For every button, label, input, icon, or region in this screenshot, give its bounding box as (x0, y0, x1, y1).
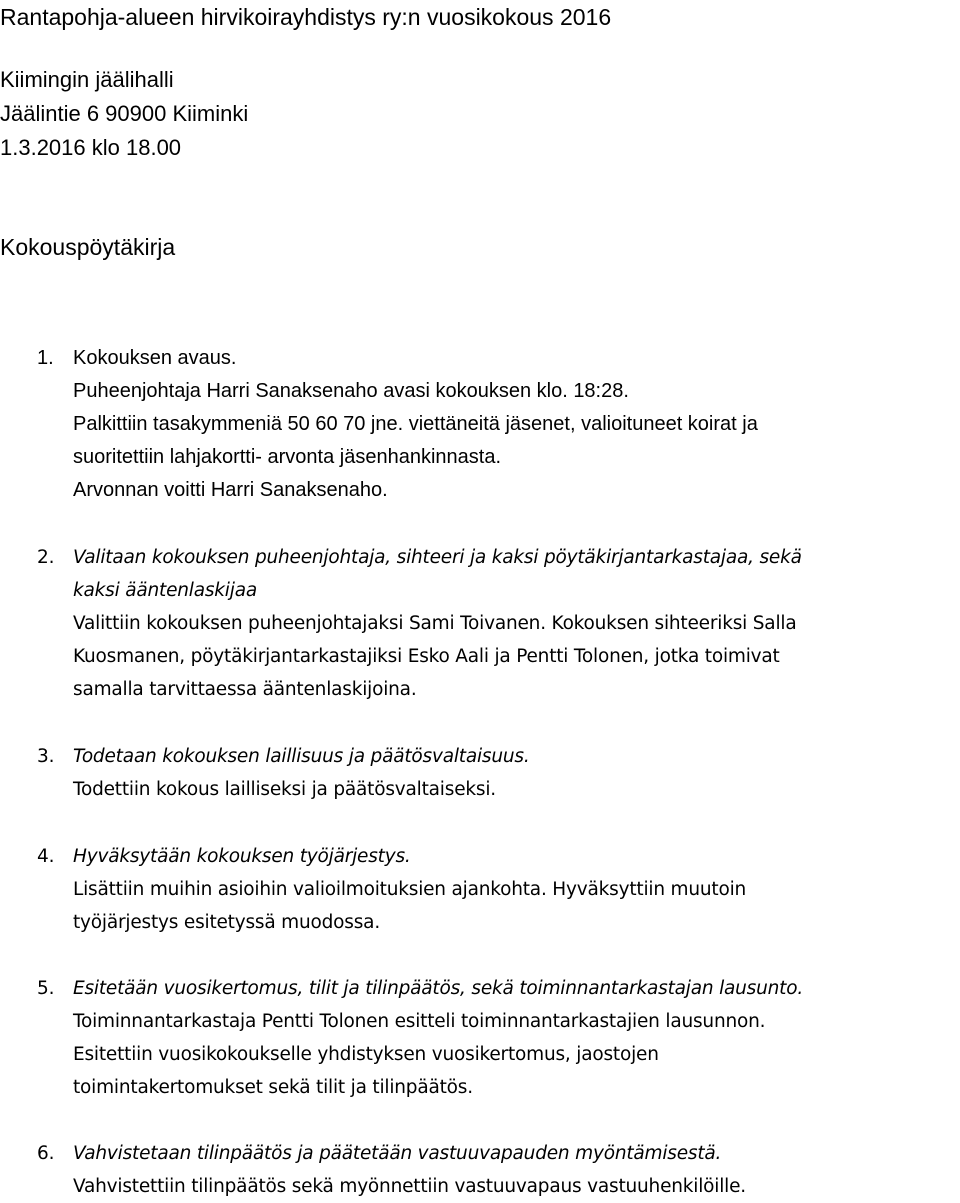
item-heading-continued: kaksi ääntenlaskijaa (73, 580, 257, 601)
item-line: Arvonnan voitti Harri Sanaksenaho. (73, 479, 388, 501)
item-body (73, 840, 746, 939)
item-heading: Kokouksen avaus. (73, 347, 237, 369)
item-line: Todettiin kokous lailliseksi ja päätösvaltaiseksi. (73, 779, 496, 800)
item-number: 5. (37, 978, 55, 999)
item-heading: Valitaan kokouksen puheenjohtaja, sihteeri ja kaksi pöytäkirjantarkastajaa, sekä (73, 547, 802, 568)
item-line: suoritettiin lahjakortti- arvonta jäsenhankinnasta. (73, 446, 502, 468)
meeting-venue (0, 63, 248, 165)
item-line: työjärjestys esitetyssä muodossa. (73, 912, 380, 933)
item-line: toimintakertomukset sekä tilit ja tilinpäätös. (73, 1077, 473, 1098)
item-number: 6. (37, 1143, 55, 1164)
item-heading: Todetaan kokouksen laillisuus ja päätösvaltaisuus. (73, 746, 530, 767)
item-number: 1. (37, 347, 54, 369)
item-line: Toiminnantarkastaja Pentti Tolonen esitteli toiminnantarkastajien lausunnon. (73, 1011, 766, 1032)
item-line: Palkittiin tasakymmeniä 50 60 70 jne. viettäneitä jäsenet, valioituneet koirat ja (73, 413, 758, 435)
item-body (73, 342, 758, 507)
item-heading: Vahvistetaan tilinpäätös ja päätetään vastuuvapauden myöntämisestä. (73, 1143, 722, 1164)
item-body (73, 541, 802, 706)
item-number: 2. (37, 547, 55, 568)
item-line: samalla tarvittaessa ääntenlaskijoina. (73, 679, 417, 700)
meeting-datetime: 1.3.2016 klo 18.00 (0, 135, 182, 160)
item-number: 4. (37, 846, 55, 867)
item-line: Valittiin kokouksen puheenjohtajaksi Sami Toivanen. Kokouksen sihteeriksi Salla (73, 613, 797, 634)
item-line: Lisättiin muihin asioihin valioilmoituksien ajankohta. Hyväksyttiin muutoin (73, 879, 747, 900)
item-body (73, 972, 803, 1104)
item-number: 3. (37, 746, 55, 767)
doc-type-text: Kokouspöytäkirja (0, 234, 176, 260)
item-heading: Esitetään vuosikertomus, tilit ja tilinpäätös, sekä toiminnantarkastajan lausunto. (73, 978, 804, 999)
item-line: Kuosmanen, pöytäkirjantarkastajiksi Esko Aali ja Pentti Tolonen, jotka toimivat (73, 646, 780, 667)
item-body (73, 740, 530, 806)
document-type (0, 230, 175, 264)
venue-name: Kiimingin jäälihalli (0, 67, 174, 92)
venue-address: Jäälintie 6 90900 Kiiminki (0, 101, 249, 126)
item-heading: Hyväksytään kokouksen työjärjestys. (73, 846, 411, 867)
document-title (0, 0, 611, 34)
item-line: Vahvistettiin tilinpäätös sekä myönnettiin vastuuvapaus vastuuhenkilöille. (73, 1176, 746, 1197)
title-text: Rantapohja-alueen hirvikoirayhdistys ry:n vuosikokous 2016 (0, 4, 612, 30)
item-line: Puheenjohtaja Harri Sanaksenaho avasi kokouksen klo. 18:28. (73, 380, 629, 402)
item-line: Esitettiin vuosikokoukselle yhdistyksen vuosikertomus, jaostojen (73, 1044, 659, 1065)
item-body (73, 1137, 746, 1203)
